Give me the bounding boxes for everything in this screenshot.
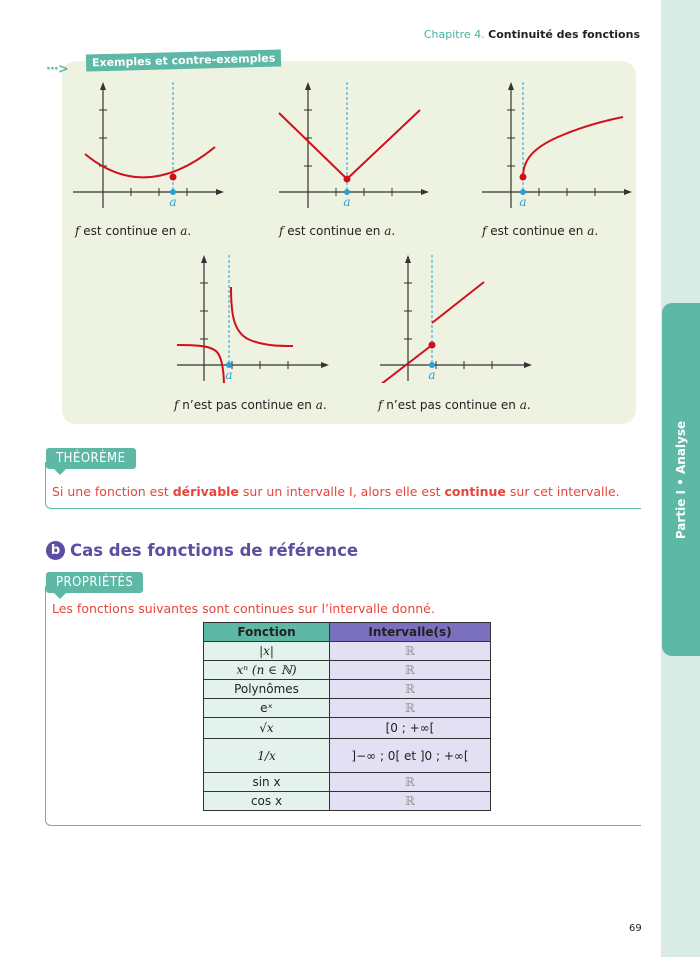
svg-text:a: a	[428, 368, 436, 382]
svg-text:a: a	[519, 195, 527, 209]
chapter-title: Continuité des fonctions	[488, 28, 640, 41]
fonction-cell: Polynômes	[234, 682, 299, 696]
intervalle-cell: ℝ	[405, 682, 415, 696]
fonction-cell: √x	[259, 721, 274, 735]
theorem-tag: THÉORÈME	[46, 448, 136, 469]
table-row	[204, 661, 491, 680]
table-row	[204, 739, 491, 773]
graph-parabola	[70, 80, 230, 210]
header-intervalle: Intervalle(s)	[330, 623, 491, 642]
properties-tag: PROPRIÉTÉS	[46, 572, 143, 593]
page-number: 69	[629, 923, 642, 934]
table-row	[204, 680, 491, 699]
table-row	[204, 718, 491, 739]
table-row	[204, 792, 491, 811]
chapter-number: Chapitre 4.	[423, 28, 485, 41]
graph-step-line	[378, 253, 538, 383]
graph-abs-v	[275, 80, 435, 210]
intervalle-cell: ℝ	[405, 663, 415, 677]
fonction-cell: cos x	[250, 794, 283, 808]
caption-sqrt: f est continue en a.	[482, 224, 599, 238]
part-tab-label: Partie I • Analyse	[674, 420, 688, 539]
section-b-heading	[46, 541, 358, 560]
section-bullet: b	[46, 541, 65, 560]
table-row	[204, 773, 491, 792]
header-fonction: Fonction	[204, 623, 330, 642]
fonction-cell: eˣ	[260, 701, 273, 715]
caption-hyperbola: f n’est pas continue en a.	[174, 398, 327, 412]
table-row	[204, 642, 491, 661]
fonction-cell: |x|	[259, 644, 274, 658]
intervalle-cell: ℝ	[405, 794, 415, 808]
graph-hyperbola	[175, 253, 335, 383]
intervalle-cell: ℝ	[405, 775, 415, 789]
table-header-row	[204, 623, 491, 642]
examples-label: Exemples et contre-exemples	[86, 49, 282, 71]
caption-abs-v: f est continue en a.	[279, 224, 396, 238]
part-tab	[662, 303, 700, 656]
intervalle-cell: [0 ; +∞[	[385, 721, 435, 735]
caption-parabola: f est continue en a.	[75, 224, 192, 238]
dotted-arrow-icon: ···>	[46, 62, 68, 77]
svg-text:a: a	[225, 368, 233, 382]
fonction-cell: xⁿ (n ∈ ℕ)	[236, 663, 297, 677]
table-row	[204, 699, 491, 718]
caption-step-line: f n’est pas continue en a.	[378, 398, 531, 412]
section-title: Cas des fonctions de référence	[70, 541, 359, 560]
svg-text:a: a	[343, 195, 351, 209]
intervalle-cell: ℝ	[405, 644, 415, 658]
properties-intro: Les fonctions suivantes sont continues sur l’intervalle donné.	[52, 601, 435, 616]
intervalle-cell: ℝ	[405, 701, 415, 715]
fonction-cell: sin x	[252, 775, 281, 789]
reference-functions-table	[203, 622, 491, 811]
theorem-text: Si une fonction est dérivable sur un intervalle I, alors elle est continue sur cet intervalle.	[52, 484, 620, 499]
svg-text:a: a	[169, 195, 177, 209]
graph-sqrt	[478, 80, 638, 210]
fonction-cell: 1/x	[257, 748, 276, 763]
intervalle-cell: ]−∞ ; 0[ et ]0 ; +∞[	[351, 748, 469, 763]
chapter-header	[424, 28, 640, 41]
